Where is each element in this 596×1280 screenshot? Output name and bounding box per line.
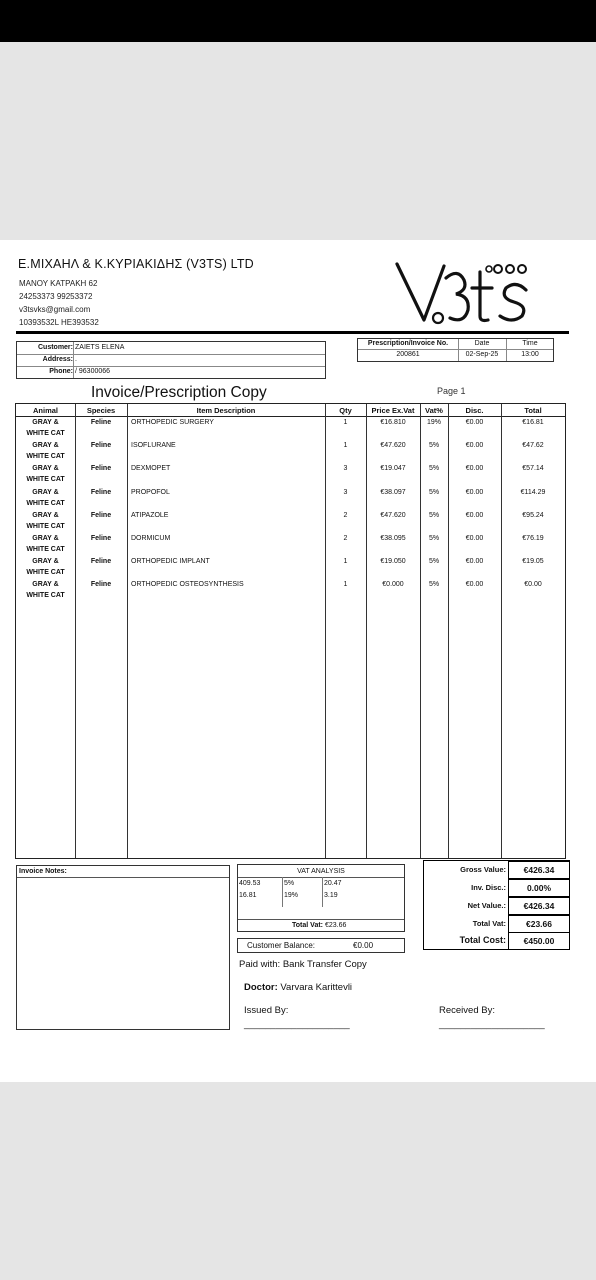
qty-cell: 1 — [343, 419, 348, 426]
animal-name: GRAY & — [32, 465, 59, 473]
price-cell: €38.095 — [380, 535, 406, 542]
discount-cell: €0.00 — [465, 488, 484, 496]
total-vat-row — [425, 915, 570, 933]
column-header: Item Description — [196, 406, 256, 415]
received-by-label: Received By: — [439, 1005, 495, 1016]
vat-analysis-title: VAT ANALYSIS — [297, 868, 345, 875]
total-cell: €57.14 — [522, 465, 544, 473]
qty-cell: 3 — [343, 488, 348, 496]
vat-cell: 19% — [426, 419, 441, 426]
vat-cell: 5% — [428, 535, 440, 542]
company-registration: 10393532L HE393532 — [19, 318, 99, 327]
column-header: Disc. — [465, 406, 484, 415]
company-phones: 24253373 99253372 — [19, 292, 93, 301]
qty-cell: 3 — [343, 465, 348, 473]
vat-cell: 5% — [428, 465, 440, 473]
doctor-name: Varvara Karittevli — [280, 982, 353, 993]
vat-total-value: €23.66 — [325, 922, 347, 929]
item-description: DEXMOPET — [131, 465, 171, 473]
item-description: ORTHOPEDIC OSTEOSYNTHESIS — [131, 581, 244, 589]
company-email: v3tsvks@gmail.com — [19, 305, 91, 314]
discount-cell: €0.00 — [465, 581, 484, 589]
customer-box — [16, 341, 326, 379]
gross-value-row — [425, 861, 570, 879]
species-cell: Feline — [90, 465, 112, 473]
invoice-notes-box — [16, 865, 230, 1030]
vat-analysis-box — [237, 864, 405, 932]
doctor-label: Doctor: — [244, 982, 278, 993]
item-description: ISOFLURANE — [131, 442, 176, 450]
customer-balance-box — [237, 938, 405, 953]
vat-cell: 5% — [428, 581, 440, 589]
discount-cell: €0.00 — [465, 465, 484, 473]
net-value-row — [425, 897, 570, 915]
header-rule — [16, 331, 569, 334]
animal-name-cont: WHITE CAT — [26, 592, 65, 600]
species-cell: Feline — [90, 488, 112, 496]
vat-amount-19: 3.19 — [324, 892, 338, 899]
vat-total-label: Total Vat: — [292, 922, 323, 929]
issued-by-label: Issued By: — [244, 1005, 289, 1016]
company-name: Ε.ΜΙΧΑΗΛ & Κ.ΚΥΡΙΑΚΙΔΗΣ (V3TS) LTD — [18, 257, 254, 271]
invoice-no-value: 200861 — [396, 351, 420, 358]
animal-name-cont: WHITE CAT — [26, 499, 65, 507]
qty-cell: 1 — [343, 581, 348, 589]
total-cost-row — [425, 932, 570, 950]
species-cell: Feline — [90, 558, 112, 566]
vat-cell: 5% — [428, 558, 440, 566]
animal-name: GRAY & — [32, 442, 59, 450]
animal-name-cont: WHITE CAT — [26, 453, 65, 461]
item-description: ATIPAZOLE — [131, 511, 169, 519]
gross-value-label: Gross Value: — [460, 865, 506, 874]
total-cost-value: €450.00 — [508, 932, 570, 950]
price-cell: €47.620 — [380, 511, 406, 519]
vat-rate-19: 19% — [284, 892, 299, 899]
address-label: Address: — [42, 356, 73, 363]
vat-cell: 5% — [428, 442, 440, 450]
price-cell: €47.620 — [380, 442, 406, 450]
payment-method: Paid with: Bank Transfer Copy — [239, 959, 367, 970]
column-header: Animal — [32, 406, 58, 415]
vat-rate-5: 5% — [284, 880, 295, 887]
animal-name: GRAY & — [32, 581, 59, 589]
doctor-line — [244, 982, 352, 993]
invoice-time-value: 13:00 — [521, 351, 539, 358]
invoice-discount-label: Inv. Disc.: — [471, 883, 506, 892]
qty-cell: 1 — [343, 558, 348, 566]
vat-cell: 5% — [428, 511, 440, 519]
company-address: ΜΑΝΟΥ ΚΑΤΡΑΚΗ 62 — [19, 279, 98, 288]
column-header: Total — [524, 406, 542, 415]
qty-cell: 1 — [343, 442, 348, 450]
discount-cell: €0.00 — [465, 511, 484, 519]
invoice-discount-value: 0.00% — [508, 879, 570, 897]
total-cell: €76.19 — [522, 535, 544, 542]
qty-cell: 2 — [343, 511, 348, 519]
animal-name-cont: WHITE CAT — [26, 522, 65, 530]
net-value: €426.34 — [508, 897, 570, 915]
invoice-document — [0, 240, 596, 1082]
customer-address: . — [75, 356, 77, 363]
price-cell: €16.810 — [380, 419, 406, 426]
price-cell: €19.050 — [380, 558, 406, 566]
customer-balance-value: €0.00 — [353, 941, 374, 950]
animal-name-cont: WHITE CAT — [26, 569, 65, 577]
animal-name-cont: WHITE CAT — [26, 476, 65, 484]
invoice-discount-row — [425, 879, 570, 897]
total-cell: €114.29 — [520, 488, 546, 496]
document-title: Invoice/Prescription Copy — [91, 384, 267, 401]
time-label: Time — [522, 340, 538, 347]
item-description: DORMICUM — [131, 535, 171, 542]
item-description: ORTHOPEDIC SURGERY — [131, 419, 214, 426]
column-header: Qty — [339, 406, 352, 415]
animal-name-cont: WHITE CAT — [26, 430, 65, 437]
net-value-label: Net Value.: — [467, 901, 506, 910]
gross-value: €426.34 — [508, 861, 570, 879]
invoice-meta-box — [357, 338, 554, 362]
qty-cell: 2 — [343, 535, 348, 542]
discount-cell: €0.00 — [465, 442, 484, 450]
discount-cell: €0.00 — [465, 558, 484, 566]
total-vat-label: Total Vat: — [472, 919, 506, 928]
invoice-notes-label: Invoice Notes: — [19, 868, 67, 875]
vat-base-19: 16.81 — [239, 892, 257, 899]
item-description: PROPOFOL — [131, 488, 170, 496]
total-cell: €95.24 — [522, 511, 544, 519]
total-cost-label: Total Cost: — [459, 935, 506, 945]
customer-label: Customer: — [37, 344, 73, 351]
v3ts-logo — [394, 254, 544, 330]
animal-name: GRAY & — [32, 558, 59, 566]
animal-name-cont: WHITE CAT — [26, 546, 65, 553]
received-by-signature-line: ____________________ — [439, 1019, 545, 1030]
total-cell: €16.81 — [522, 419, 544, 426]
customer-name: ZAIETS ELENA — [75, 344, 125, 351]
price-cell: €38.097 — [380, 488, 406, 496]
column-header: Price Ex.Vat — [371, 406, 415, 415]
item-description: ORTHOPEDIC IMPLANT — [131, 558, 210, 566]
species-cell: Feline — [90, 442, 112, 450]
customer-phone: / 96300066 — [75, 368, 111, 375]
price-cell: €0.000 — [382, 581, 404, 589]
phone-label: Phone: — [49, 368, 73, 375]
discount-cell: €0.00 — [465, 535, 484, 542]
discount-cell: €0.00 — [465, 419, 484, 426]
total-cell: €0.00 — [524, 581, 542, 589]
animal-name: GRAY & — [32, 535, 59, 542]
issued-by-signature-line: ____________________ — [244, 1019, 350, 1030]
status-bar — [0, 0, 596, 42]
animal-name: GRAY & — [32, 511, 59, 519]
page-number: Page 1 — [437, 386, 466, 396]
total-cell: €19.05 — [522, 558, 544, 566]
vat-base-5: 409.53 — [239, 880, 261, 887]
species-cell: Feline — [90, 535, 112, 542]
items-table — [15, 403, 566, 859]
animal-name: GRAY & — [32, 488, 59, 496]
invoice-date-value: 02-Sep-25 — [465, 351, 499, 358]
species-cell: Feline — [90, 419, 112, 426]
date-label: Date — [474, 340, 490, 347]
column-header: Vat% — [425, 406, 443, 415]
vat-amount-5: 20.47 — [324, 880, 342, 887]
price-cell: €19.047 — [380, 465, 406, 473]
animal-name: GRAY & — [32, 419, 59, 426]
column-header: Species — [86, 406, 116, 415]
species-cell: Feline — [90, 581, 112, 589]
total-cell: €47.62 — [522, 442, 544, 450]
customer-balance-label: Customer Balance: — [247, 941, 316, 950]
species-cell: Feline — [90, 511, 112, 519]
total-vat-value: €23.66 — [508, 915, 570, 933]
invoice-no-label: Prescription/Invoice No. — [367, 340, 449, 347]
vat-cell: 5% — [428, 488, 440, 496]
